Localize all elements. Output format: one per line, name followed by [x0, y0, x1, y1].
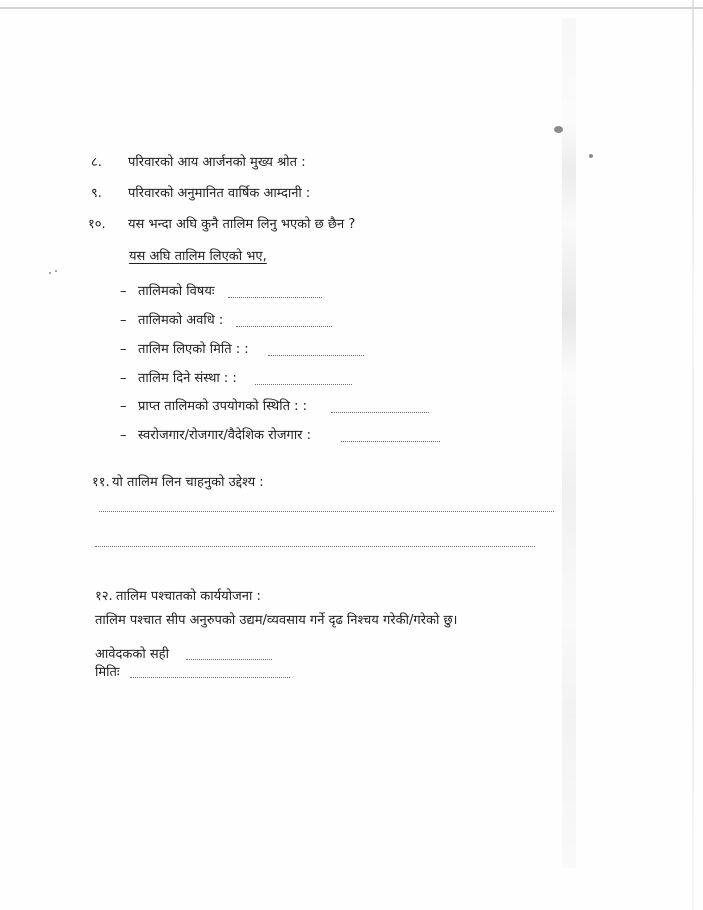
training-usage-dotted-line: [331, 412, 429, 413]
training-date-dotted-line: [268, 355, 364, 356]
scan-edge-shadow: [692, 0, 694, 910]
training-institution-dotted-line: [255, 384, 352, 385]
ink-spot: [55, 270, 57, 272]
question-10-subheading: यस अघि तालिम लिएको भए,: [129, 249, 267, 264]
subitem-dash: –: [120, 284, 127, 299]
question-9-number: ९.: [91, 186, 102, 201]
question-11-number: ११.: [92, 475, 110, 490]
subitem-training-institution-label: तालिम दिने संस्था : :: [138, 371, 237, 386]
question-8-text: परिवारको आय आर्जनको मुख्य श्रोत :: [128, 155, 306, 170]
training-duration-dotted-line: [236, 326, 332, 327]
date-line: [130, 677, 290, 678]
ink-spot: [554, 126, 563, 133]
question-8-number: ८.: [91, 155, 102, 170]
top-border-line: [0, 7, 703, 9]
scan-vertical-streak: [562, 18, 576, 868]
subitem-dash: –: [120, 342, 127, 357]
subitem-training-subject-label: तालिमको विषयः: [138, 284, 215, 299]
subitem-dash: –: [120, 313, 127, 328]
subitem-training-usage-label: प्राप्त तालिमको उपयोगको स्थिति : :: [138, 399, 308, 414]
training-commitment-statement: तालिम पश्चात सीप अनुरुपको उद्यम/व्यवसाय गर्ने दृढ निश्चय गरेकी/गरेको छु।: [95, 613, 458, 628]
subitem-training-duration-label: तालिमको अवधि :: [138, 313, 224, 328]
training-subject-dotted-line: [228, 297, 322, 298]
subitem-dash: –: [120, 399, 127, 414]
question-10-text: यस भन्दा अघि कुनै तालिम लिनु भएको छ छैन ?: [128, 217, 356, 232]
subitem-training-date-label: तालिम लिएको मिति : :: [138, 342, 249, 357]
subitem-dash: –: [120, 428, 127, 443]
objective-answer-line-2: [95, 546, 535, 547]
objective-answer-line-1: [99, 511, 554, 512]
applicant-signature-label: आवेदकको सही: [95, 647, 169, 662]
ink-spot: [49, 272, 51, 274]
question-10-number: १०.: [88, 217, 106, 232]
subitem-dash: –: [120, 371, 127, 386]
question-9-text: परिवारको अनुमानित वार्षिक आम्दानी :: [128, 186, 311, 201]
ink-spot: [589, 154, 593, 158]
subitem-employment-type-label: स्वरोजगार/रोजगार/वैदेशिक रोजगार :: [138, 428, 312, 443]
question-12-number: १२.: [95, 589, 113, 604]
question-11-text: यो तालिम लिन चाहनुको उद्देश्य :: [112, 475, 264, 490]
date-label: मितिः: [95, 665, 120, 680]
question-12-text: तालिम पश्चातको कार्ययोजना :: [116, 589, 261, 604]
applicant-signature-line: [186, 659, 272, 660]
employment-type-dotted-line: [341, 441, 440, 442]
